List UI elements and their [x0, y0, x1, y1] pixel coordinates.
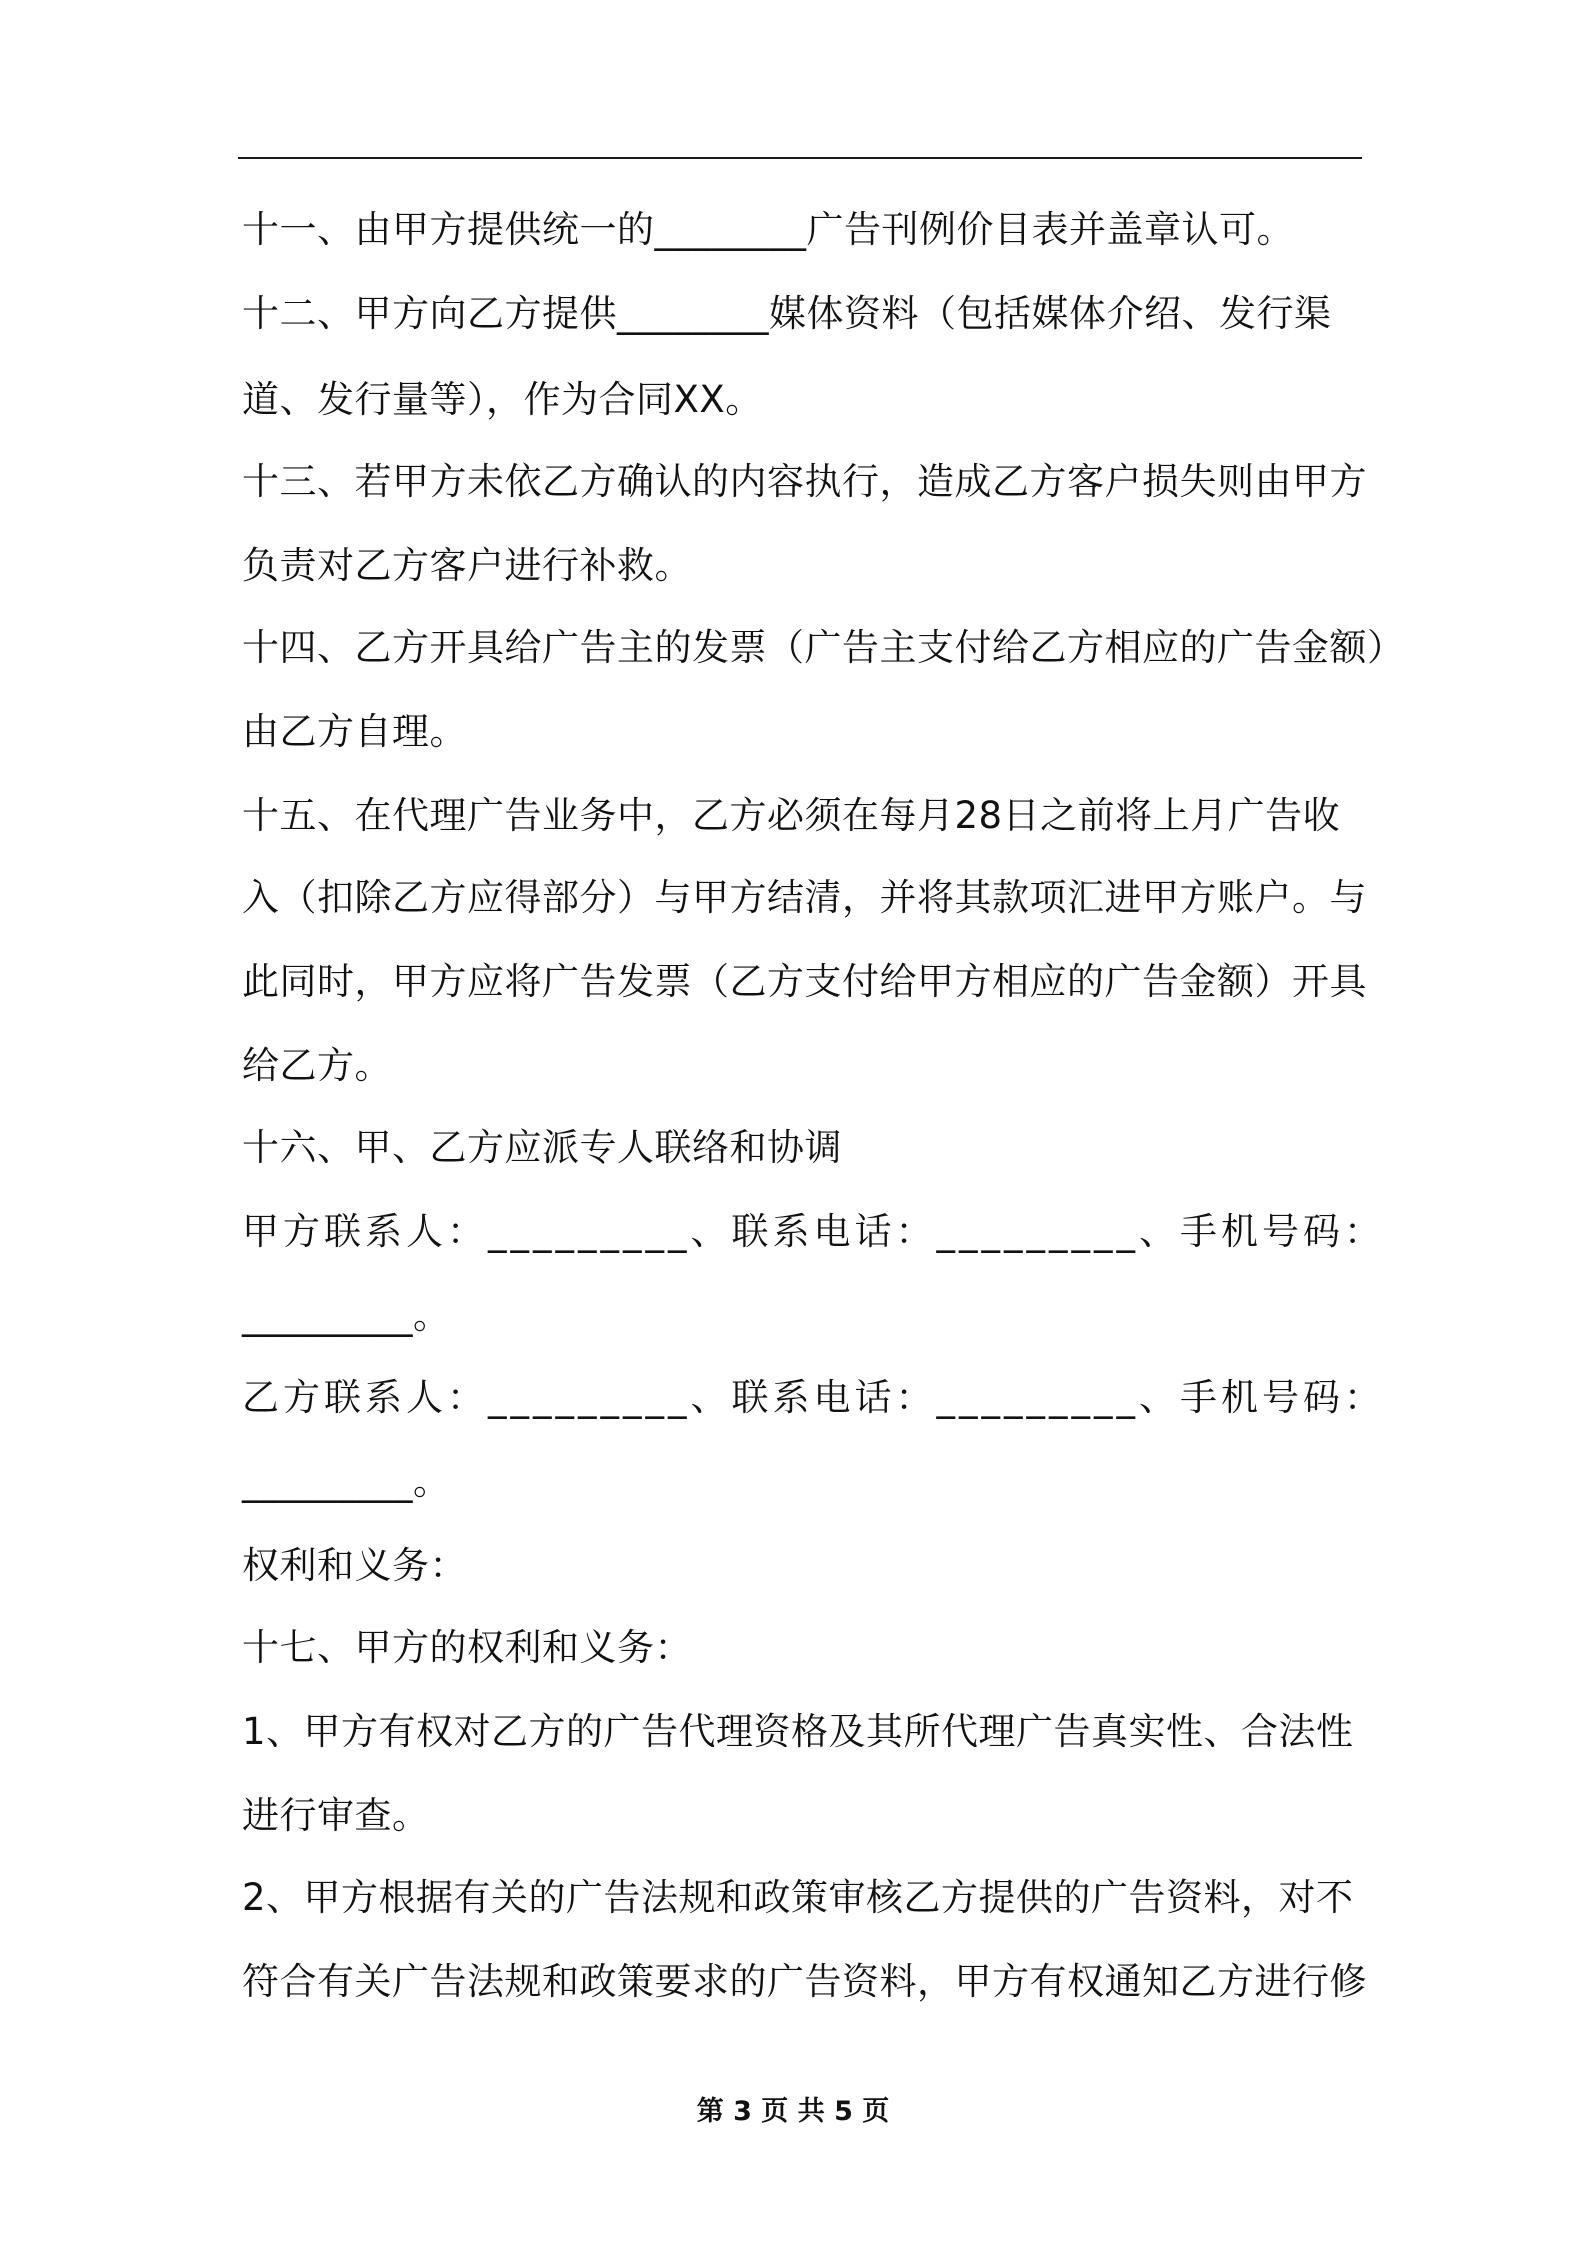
clause-15-line-4: 给乙方。: [242, 1044, 392, 1087]
clause-17-item-2-line-2: 符合有关广告法规和政策要求的广告资料，甲方有权通知乙方进行修: [242, 1960, 1367, 2003]
clause-15-line-2: 入（扣除乙方应得部分）与甲方结清，并将其款项汇进甲方账户。与: [242, 876, 1367, 919]
clause-13-line-1: 十三、若甲方未依乙方确认的内容执行，造成乙方客户损失则由甲方: [242, 460, 1367, 503]
party-a-mobile-blank: _________。: [242, 1294, 451, 1337]
clause-15-line-1: 十五、在代理广告业务中，乙方必须在每月28日之前将上月广告收: [242, 794, 1341, 837]
clause-14-line-1: 十四、乙方开具给广告主的发票（广告主支付给乙方相应的广告金额）: [242, 626, 1405, 669]
clause-13-line-2: 负责对乙方客户进行补救。: [242, 544, 692, 587]
clause-12-line-2: 道、发行量等），作为合同XX。: [242, 378, 763, 421]
clause-14-line-2: 由乙方自理。: [242, 710, 467, 753]
clause-15-line-3: 此同时，甲方应将广告发票（乙方支付给甲方相应的广告金额）开具: [242, 960, 1367, 1003]
clause-17-item-1-line-2: 进行审查。: [242, 1794, 430, 1837]
party-b-contact-line: 乙方联系人：_________、联系电话：_________、手机号码：: [242, 1376, 1385, 1419]
clause-17-item-1-line-1: 1、甲方有权对乙方的广告代理资格及其所代理广告真实性、合法性: [242, 1710, 1354, 1753]
header-rule: [238, 157, 1362, 159]
page-number: 第 3 页 共 5 页: [696, 2096, 890, 2127]
clause-17-heading: 十七、甲方的权利和义务：: [242, 1626, 692, 1669]
party-a-contact-line: 甲方联系人：_________、联系电话：_________、手机号码：: [242, 1210, 1385, 1253]
clause-12-line-1: 十二、甲方向乙方提供________媒体资料（包括媒体介绍、发行渠: [242, 292, 1332, 335]
clause-11-line-1: 十一、由甲方提供统一的________广告刊例价目表并盖章认可。: [242, 208, 1294, 251]
section-heading-rights: 权利和义务：: [242, 1544, 467, 1587]
party-b-mobile-blank: _________。: [242, 1460, 451, 1503]
clause-17-item-2-line-1: 2、甲方根据有关的广告法规和政策审核乙方提供的广告资料，对不: [242, 1876, 1354, 1919]
clause-16-line-1: 十六、甲、乙方应派专人联络和协调: [242, 1126, 842, 1169]
